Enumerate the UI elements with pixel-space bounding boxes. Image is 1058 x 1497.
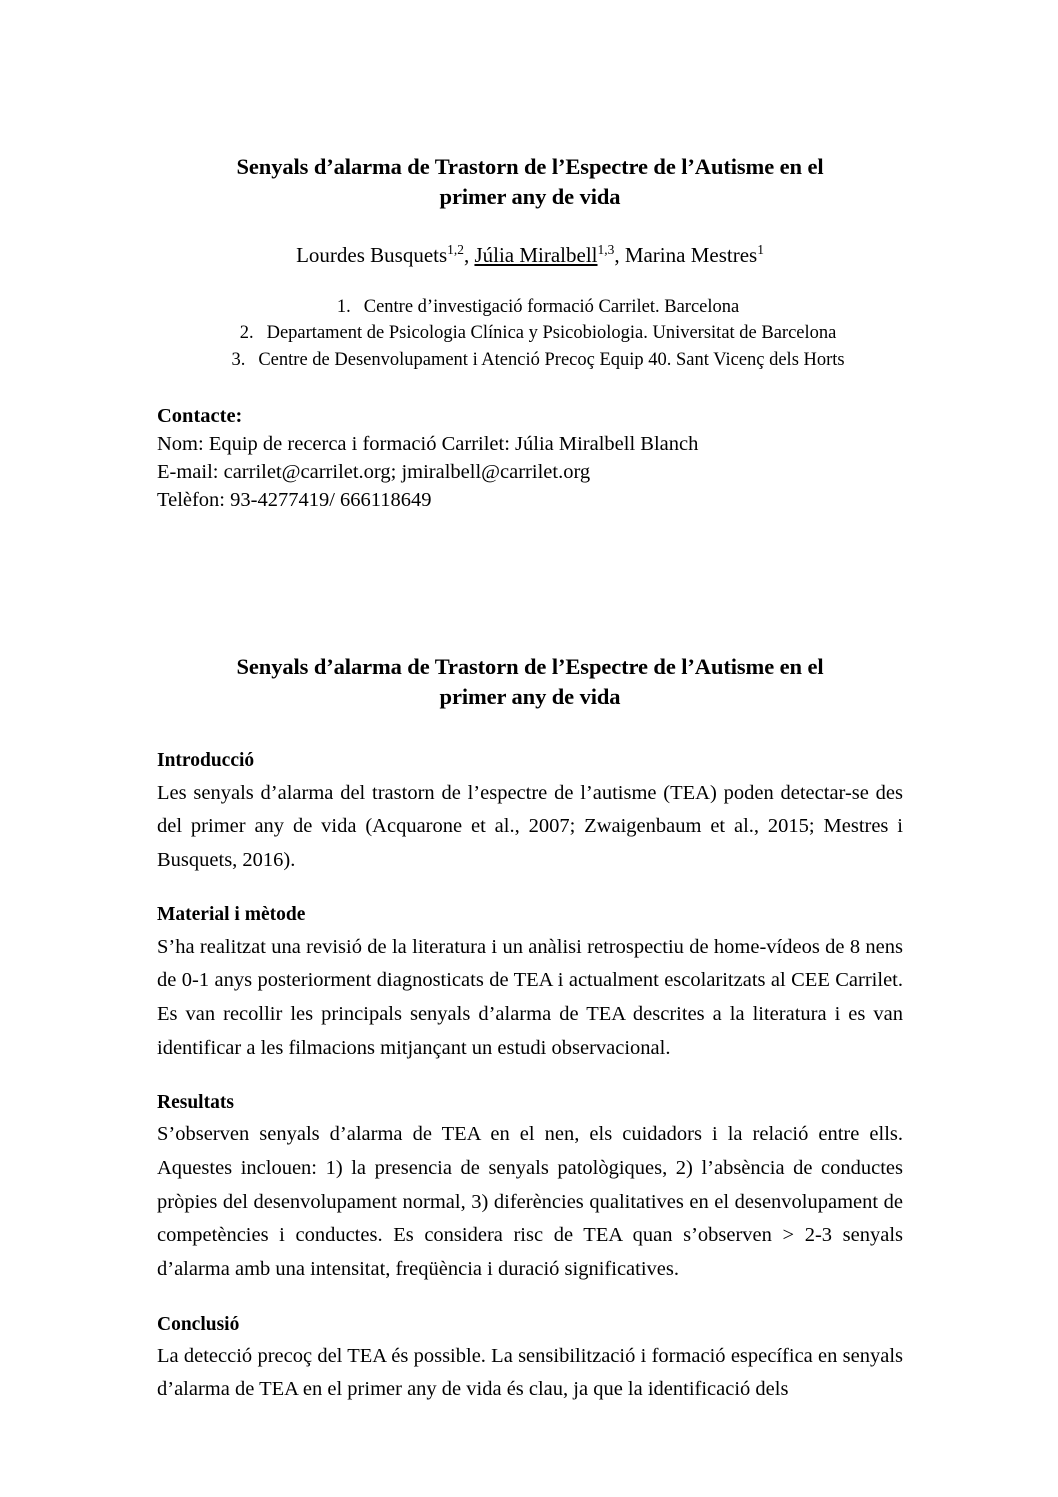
section-resultats [157, 1090, 903, 1286]
affiliation-text: Centre de Desenvolupament i Atenció Precoç Equip 40. Sant Vicenç dels Horts [258, 349, 845, 370]
author-affiliation-marker-3: 1 [757, 241, 764, 257]
contact-block [157, 403, 903, 515]
contact-email-line: E-mail: carrilet@carrilet.org; jmiralbell@carrilet.org [157, 460, 591, 483]
section-material-i-metode [157, 902, 903, 1065]
section-body: S’observen senyals d’alarma de TEA en el nen, els cuidadors i la relació entre ells. Aquestes inclouen: 1) la presencia de senyals patològiques, 2) l’absència de conductes pròpies del desenvolupament normal, 3) diferències qualitatives en el desenvolupament de competències i conductes. Es considera risc de TEA quan s’observen > 2-3 senyals d’alarma amb una intensitat, freqüència i duració significatives. [157, 1123, 903, 1280]
section-conclusio [157, 1312, 903, 1408]
contact-phone-line: Telèfon: 93-4277419/ 666118649 [157, 488, 432, 511]
affiliation-number: 1. [336, 297, 351, 318]
author-name-1: Lourdes Busquets [296, 242, 448, 267]
page-title-line-2: primer any de vida [439, 183, 621, 209]
abstract-title-line-2: primer any de vida [439, 684, 621, 710]
affiliation-number: 2. [239, 323, 254, 344]
page-title-line-1: Senyals d’alarma de Trastorn de l’Espectre de l’Autisme en el [236, 154, 824, 179]
section-body: La detecció precoç del TEA és possible. La sensibilització i formació específica en senyals d’alarma de TEA en el primer any de vida és clau, ja que la identificació dels [157, 1344, 903, 1401]
affiliation-number: 3. [231, 349, 246, 370]
abstract-title [157, 652, 903, 712]
page-content-column [157, 0, 903, 1407]
author-list [157, 242, 903, 269]
contact-heading: Contacte: [157, 404, 243, 427]
page-title [157, 152, 903, 212]
author-affiliation-marker-2: 1,3 [597, 241, 615, 257]
affiliation-text: Centre d’investigació formació Carrilet. Barcelona [363, 297, 740, 318]
author-name-2: Júlia Miralbell [474, 242, 598, 267]
author-affiliation-marker-1: 1,2 [447, 241, 464, 257]
section-body: S’ha realitzat una revisió de la literatura i un anàlisi retrospectiu de home-vídeos de 8 nens de 0-1 anys posteriorment diagnosticats de TEA i actualment escolaritzats al CEE Carrilet. Es van recollir les principals senyals d’alarma de TEA descrites a la literatura i es van identificar a les filmacions mitjançant un estudi observacional. [157, 935, 903, 1059]
section-heading: Material i mètode [157, 904, 306, 926]
section-body: Les senyals d’alarma del trastorn de l’espectre de l’autisme (TEA) poden detectar-se des del primer any de vida (Acquarone et al., 2007; Zwaigenbaum et al., 2015; Mestres i Busquets, 2016). [157, 781, 903, 871]
section-heading: Conclusió [157, 1313, 240, 1335]
section-heading: Introducció [157, 750, 255, 772]
abstract-title-line-1: Senyals d’alarma de Trastorn de l’Espectre de l’Autisme en el [236, 654, 824, 680]
author-name-3: Marina Mestres [624, 242, 758, 267]
section-heading: Resultats [157, 1092, 234, 1114]
affiliation-item [157, 294, 903, 320]
author-separator-1: , [463, 242, 475, 267]
affiliation-text: Departament de Psicologia Clínica y Psicobiologia. Universitat de Barcelona [266, 323, 837, 344]
contact-name-line: Nom: Equip de recerca i formació Carrilet: Júlia Miralbell Blanch [157, 432, 699, 455]
section-introduccio [157, 748, 903, 877]
affiliation-list [157, 294, 903, 373]
affiliation-item [157, 320, 903, 346]
affiliation-item [157, 347, 903, 373]
author-separator-2: , [614, 242, 625, 267]
